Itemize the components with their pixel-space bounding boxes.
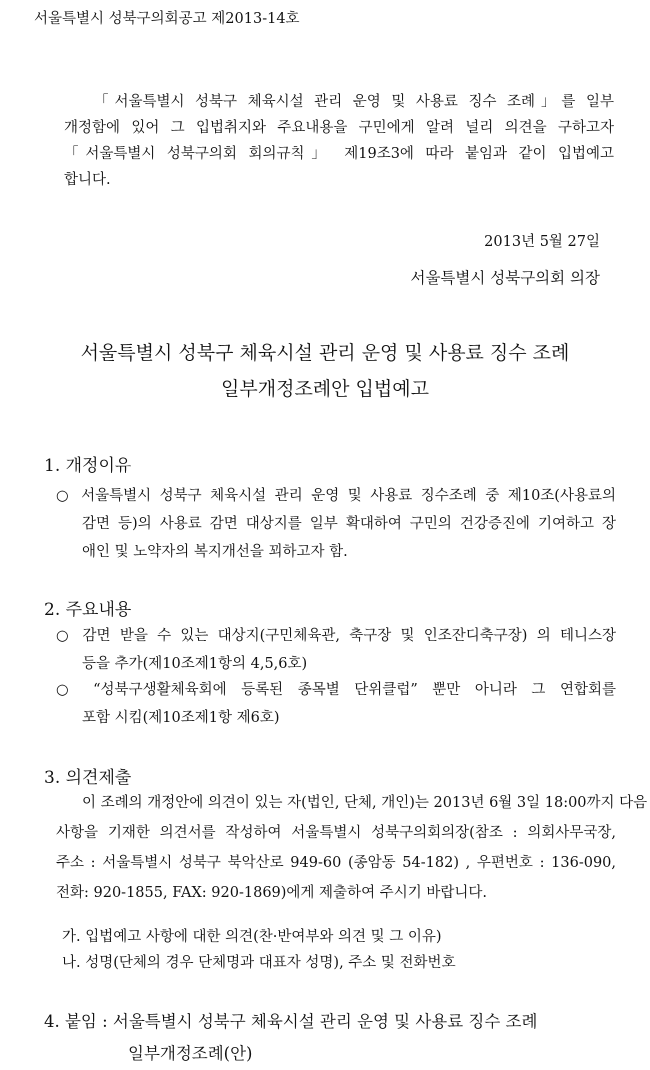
attachment-line: 일부개정조례(안): [128, 1044, 253, 1063]
contents-line: 등을 추가(제10조제1항의 4,5,6호): [82, 656, 308, 672]
reason-line: ○ 서울특별시 성북구 체육시설 관리 운영 및 사용료 징수조례 중 제10조(사용료의: [56, 488, 616, 504]
notice-date: 2013년 5월 27일: [484, 234, 600, 250]
intro-line: 「서울특별시 성북구의회 회의규칙」 제19조3에 따라 붙임과 같이 입법예고: [64, 146, 614, 162]
notice-number: 서울특별시 성북구의회공고 제2013-14호: [34, 11, 300, 27]
signatory: 서울특별시 성북구의회 의장: [410, 269, 600, 287]
contents-item-2: [56, 676, 616, 732]
section-reason-body: [56, 482, 616, 566]
intro-paragraph: [64, 89, 614, 193]
section-heading-reason: 1. 개정이유: [44, 456, 132, 476]
intro-line: 개정함에 있어 그 입법취지와 주요내용을 구민에게 알려 널리 의견을 구하고자: [64, 120, 614, 136]
intro-line: 「서울특별시 성북구 체육시설 관리 운영 및 사용료 징수 조례」를 일부: [94, 94, 614, 110]
opinion-line: 주소 : 서울특별시 성북구 북악산로 949-60 (종암동 54-182) , 우편번호 : 136-090,: [56, 855, 616, 871]
opinion-line: 이 조례의 개정안에 의견이 있는 자(법인, 단체, 개인)는 2013년 6월 3일 18:00까지 다음: [82, 795, 648, 811]
contents-line: ○ 감면 받을 수 있는 대상지(구민체육관, 축구장 및 인조잔디축구장) 의 테니스장: [56, 628, 616, 644]
opinion-item: 가. 입법예고 사항에 대한 의견(찬·반여부와 의견 및 그 이유): [62, 929, 442, 945]
document-title-line2: 일부개정조례안 입법예고: [221, 378, 429, 400]
opinion-line: 전화: 920-1855, FAX: 920-1869)에게 제출하여 주시기 바랍니다.: [56, 885, 487, 901]
contents-line: 포함 시킴(제10조제1항 제6호): [82, 710, 280, 726]
reason-line: 감면 등)의 사용료 감면 대상지를 일부 확대하여 구민의 건강증진에 기여하고 장: [82, 516, 616, 532]
opinion-items: [62, 924, 456, 976]
reason-line: 애인 및 노약자의 복지개선을 꾀하고자 함.: [82, 544, 348, 560]
document-title-line1: 서울특별시 성북구 체육시설 관리 운영 및 사용료 징수 조례: [80, 342, 570, 364]
attachment-line: 4. 붙임 : 서울특별시 성북구 체육시설 관리 운영 및 사용료 징수 조례: [44, 1012, 538, 1031]
section-heading-opinion: 3. 의견제출: [44, 768, 132, 788]
contents-line: ○ “성북구생활체육회에 등록된 종목별 단위클럽” 뿐만 아니라 그 연합회를: [56, 682, 616, 698]
section-attachment: [44, 1006, 537, 1070]
section-heading-contents: 2. 주요내용: [44, 600, 132, 620]
opinion-item: 나. 성명(단체의 경우 단체명과 대표자 성명), 주소 및 전화번호: [62, 955, 456, 971]
section-opinion-body: [56, 788, 648, 908]
intro-line: 합니다.: [64, 172, 111, 188]
contents-item-1: [56, 622, 616, 678]
opinion-line: 사항을 기재한 의견서를 작성하여 서울특별시 성북구의회의장(참조 : 의회사무국장,: [56, 825, 616, 841]
